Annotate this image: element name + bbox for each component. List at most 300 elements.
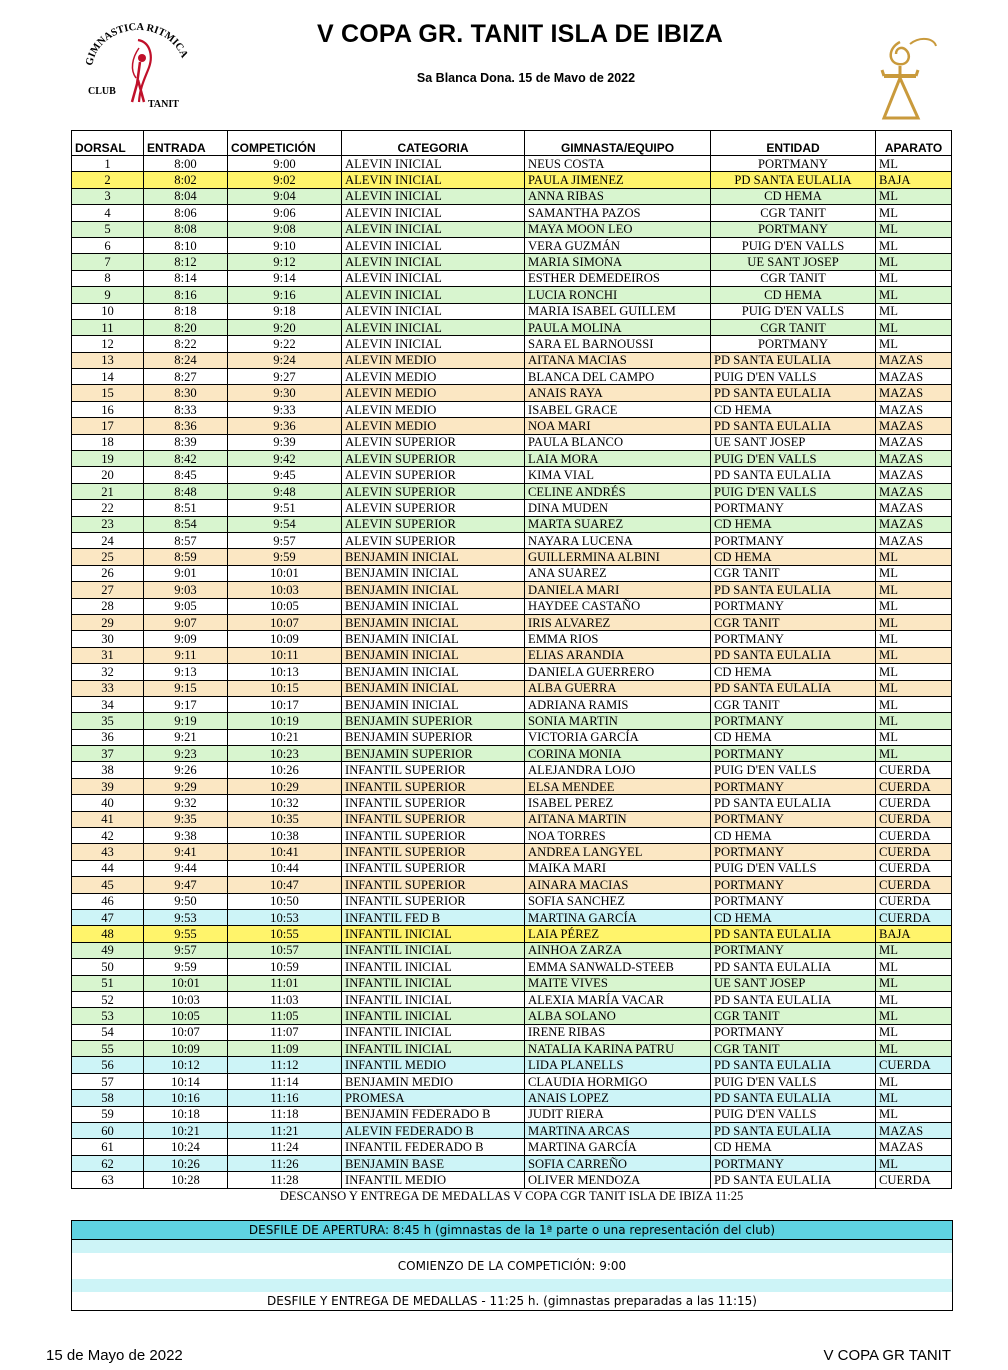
cell-entrada: 9:19 bbox=[144, 713, 228, 729]
cell-entrada: 9:35 bbox=[144, 811, 228, 827]
cell-gimnasta: NATALIA KARINA PATRU bbox=[525, 1041, 711, 1057]
cell-entrada: 9:03 bbox=[144, 582, 228, 598]
table-row bbox=[72, 926, 952, 942]
cell-dorsal: 57 bbox=[72, 1073, 144, 1089]
table-row bbox=[72, 451, 952, 467]
cell-gimnasta: SAMANTHA PAZOS bbox=[525, 205, 711, 221]
cell-gimnasta: LUCIA RONCHI bbox=[525, 287, 711, 303]
cell-dorsal: 53 bbox=[72, 1008, 144, 1024]
cell-dorsal: 20 bbox=[72, 467, 144, 483]
cell-dorsal: 10 bbox=[72, 303, 144, 319]
cell-aparato: ML bbox=[876, 647, 952, 663]
cell-competicion: 10:29 bbox=[228, 778, 342, 794]
cell-entrada: 9:01 bbox=[144, 565, 228, 581]
cell-dorsal: 52 bbox=[72, 991, 144, 1007]
cell-dorsal: 22 bbox=[72, 500, 144, 516]
cell-gimnasta: ELIAS ARANDIA bbox=[525, 647, 711, 663]
cell-categoria: INFANTIL INICIAL bbox=[342, 1041, 525, 1057]
cell-entrada: 8:27 bbox=[144, 369, 228, 385]
cell-aparato: ML bbox=[876, 1008, 952, 1024]
cell-gimnasta: VERA GUZMÁN bbox=[525, 237, 711, 253]
schedule-table bbox=[71, 130, 952, 1204]
cell-competicion: 9:27 bbox=[228, 369, 342, 385]
cell-entrada: 9:29 bbox=[144, 778, 228, 794]
cell-aparato: CUERDA bbox=[876, 778, 952, 794]
cell-aparato: CUERDA bbox=[876, 877, 952, 893]
cell-entidad: PORTMANY bbox=[711, 942, 876, 958]
cell-categoria: ALEVIN INICIAL bbox=[342, 156, 525, 172]
cell-entrada: 10:12 bbox=[144, 1057, 228, 1073]
cell-gimnasta: MARIA SIMONA bbox=[525, 254, 711, 270]
cell-entidad: CD HEMA bbox=[711, 401, 876, 417]
cell-dorsal: 33 bbox=[72, 680, 144, 696]
cell-categoria: INFANTIL INICIAL bbox=[342, 926, 525, 942]
cell-entidad: UE SANT JOSEP bbox=[711, 434, 876, 450]
cell-categoria: ALEVIN INICIAL bbox=[342, 188, 525, 204]
cell-categoria: ALEVIN MEDIO bbox=[342, 385, 525, 401]
table-row bbox=[72, 959, 952, 975]
cell-aparato: ML bbox=[876, 991, 952, 1007]
cell-dorsal: 5 bbox=[72, 221, 144, 237]
cell-aparato: ML bbox=[876, 336, 952, 352]
cell-aparato: CUERDA bbox=[876, 828, 952, 844]
cell-entidad: PUIG D'EN VALLS bbox=[711, 1073, 876, 1089]
table-row bbox=[72, 860, 952, 876]
table-row bbox=[72, 434, 952, 450]
cell-aparato: MAZAS bbox=[876, 451, 952, 467]
cell-categoria: ALEVIN INICIAL bbox=[342, 254, 525, 270]
cell-dorsal: 2 bbox=[72, 172, 144, 188]
cell-entrada: 8:24 bbox=[144, 352, 228, 368]
cell-categoria: INFANTIL SUPERIOR bbox=[342, 893, 525, 909]
col-gimnasta: GIMNASTA/EQUIPO bbox=[525, 131, 711, 156]
cell-categoria: INFANTIL FED B bbox=[342, 909, 525, 925]
table-row bbox=[72, 909, 952, 925]
cell-entidad: PUIG D'EN VALLS bbox=[711, 237, 876, 253]
cell-gimnasta: PAULA JIMENEZ bbox=[525, 172, 711, 188]
cell-entrada: 9:13 bbox=[144, 664, 228, 680]
cell-entidad: PD SANTA EULALIA bbox=[711, 959, 876, 975]
cell-gimnasta: MARTA SUAREZ bbox=[525, 516, 711, 532]
table-row bbox=[72, 1090, 952, 1106]
cell-dorsal: 51 bbox=[72, 975, 144, 991]
cell-gimnasta: MARIA ISABEL GUILLEM bbox=[525, 303, 711, 319]
cell-entrada: 10:21 bbox=[144, 1123, 228, 1139]
cell-entrada: 8:59 bbox=[144, 549, 228, 565]
cell-dorsal: 26 bbox=[72, 565, 144, 581]
cell-competicion: 9:22 bbox=[228, 336, 342, 352]
cell-entidad: CD HEMA bbox=[711, 549, 876, 565]
cell-dorsal: 54 bbox=[72, 1024, 144, 1040]
cell-entidad: PORTMANY bbox=[711, 598, 876, 614]
cell-competicion: 11:21 bbox=[228, 1123, 342, 1139]
table-row bbox=[72, 172, 952, 188]
cell-dorsal: 25 bbox=[72, 549, 144, 565]
table-row bbox=[72, 205, 952, 221]
cell-dorsal: 47 bbox=[72, 909, 144, 925]
cell-dorsal: 39 bbox=[72, 778, 144, 794]
cell-gimnasta: NEUS COSTA bbox=[525, 156, 711, 172]
cell-entrada: 9:09 bbox=[144, 631, 228, 647]
cell-aparato: ML bbox=[876, 1090, 952, 1106]
cell-entrada: 8:14 bbox=[144, 270, 228, 286]
cell-entrada: 9:57 bbox=[144, 942, 228, 958]
table-row bbox=[72, 828, 952, 844]
table-row bbox=[72, 1123, 952, 1139]
cell-entidad: PORTMANY bbox=[711, 746, 876, 762]
cell-entidad: PD SANTA EULALIA bbox=[711, 680, 876, 696]
cell-aparato: MAZAS bbox=[876, 500, 952, 516]
cell-entidad: PD SANTA EULALIA bbox=[711, 172, 876, 188]
cell-competicion: 10:07 bbox=[228, 614, 342, 630]
cell-competicion: 9:14 bbox=[228, 270, 342, 286]
cell-entidad: CD HEMA bbox=[711, 664, 876, 680]
cell-entidad: PUIG D'EN VALLS bbox=[711, 369, 876, 385]
cell-gimnasta: LAIA MORA bbox=[525, 451, 711, 467]
cell-dorsal: 46 bbox=[72, 893, 144, 909]
cell-gimnasta: ALBA SOLANO bbox=[525, 1008, 711, 1024]
cell-aparato: ML bbox=[876, 664, 952, 680]
cell-aparato: ML bbox=[876, 549, 952, 565]
cell-gimnasta: ADRIANA RAMIS bbox=[525, 696, 711, 712]
cell-dorsal: 38 bbox=[72, 762, 144, 778]
cell-entidad: CD HEMA bbox=[711, 1139, 876, 1155]
cell-entrada: 10:28 bbox=[144, 1172, 228, 1188]
cell-aparato: CUERDA bbox=[876, 795, 952, 811]
cell-entrada: 8:45 bbox=[144, 467, 228, 483]
cell-competicion: 10:19 bbox=[228, 713, 342, 729]
cell-categoria: BENJAMIN SUPERIOR bbox=[342, 729, 525, 745]
cell-gimnasta: ALEXIA MARÍA VACAR bbox=[525, 991, 711, 1007]
cell-categoria: INFANTIL MEDIO bbox=[342, 1057, 525, 1073]
cell-entrada: 9:47 bbox=[144, 877, 228, 893]
cell-gimnasta: IRIS ALVAREZ bbox=[525, 614, 711, 630]
cell-aparato: ML bbox=[876, 696, 952, 712]
cell-aparato: ML bbox=[876, 1041, 952, 1057]
cell-gimnasta: LAIA PÉREZ bbox=[525, 926, 711, 942]
cell-entidad: PUIG D'EN VALLS bbox=[711, 762, 876, 778]
cell-entrada: 10:07 bbox=[144, 1024, 228, 1040]
cell-categoria: INFANTIL INICIAL bbox=[342, 991, 525, 1007]
cell-dorsal: 12 bbox=[72, 336, 144, 352]
cell-categoria: INFANTIL SUPERIOR bbox=[342, 844, 525, 860]
cell-entidad: CGR TANIT bbox=[711, 1041, 876, 1057]
cell-dorsal: 29 bbox=[72, 614, 144, 630]
table-row bbox=[72, 991, 952, 1007]
cell-categoria: ALEVIN INICIAL bbox=[342, 303, 525, 319]
cell-competicion: 10:15 bbox=[228, 680, 342, 696]
table-row bbox=[72, 287, 952, 303]
cell-categoria: INFANTIL INICIAL bbox=[342, 1008, 525, 1024]
table-row bbox=[72, 385, 952, 401]
cell-aparato: MAZAS bbox=[876, 467, 952, 483]
cell-categoria: BENJAMIN INICIAL bbox=[342, 565, 525, 581]
table-row bbox=[72, 778, 952, 794]
cell-dorsal: 31 bbox=[72, 647, 144, 663]
cell-entidad: CD HEMA bbox=[711, 188, 876, 204]
cell-dorsal: 19 bbox=[72, 451, 144, 467]
cell-aparato: ML bbox=[876, 975, 952, 991]
cell-aparato: MAZAS bbox=[876, 1139, 952, 1155]
cell-dorsal: 13 bbox=[72, 352, 144, 368]
cell-competicion: 10:01 bbox=[228, 565, 342, 581]
cell-entidad: PD SANTA EULALIA bbox=[711, 1123, 876, 1139]
cell-categoria: INFANTIL INICIAL bbox=[342, 975, 525, 991]
cell-competicion: 9:30 bbox=[228, 385, 342, 401]
cell-entrada: 8:42 bbox=[144, 451, 228, 467]
cell-entrada: 10:14 bbox=[144, 1073, 228, 1089]
cell-aparato: ML bbox=[876, 942, 952, 958]
cell-dorsal: 55 bbox=[72, 1041, 144, 1057]
cell-dorsal: 14 bbox=[72, 369, 144, 385]
table-row bbox=[72, 369, 952, 385]
cell-gimnasta: AINHOA ZARZA bbox=[525, 942, 711, 958]
cell-dorsal: 44 bbox=[72, 860, 144, 876]
cell-competicion: 10:23 bbox=[228, 746, 342, 762]
table-row bbox=[72, 631, 952, 647]
cell-entidad: PORTMANY bbox=[711, 778, 876, 794]
info-spacer bbox=[72, 1240, 952, 1253]
col-competicion: COMPETICIÓN bbox=[228, 131, 342, 156]
cell-aparato: BAJA bbox=[876, 926, 952, 942]
table-row bbox=[72, 1024, 952, 1040]
cell-categoria: ALEVIN INICIAL bbox=[342, 205, 525, 221]
table-row bbox=[72, 1155, 952, 1171]
cell-aparato: ML bbox=[876, 598, 952, 614]
cell-competicion: 11:05 bbox=[228, 1008, 342, 1024]
cell-dorsal: 41 bbox=[72, 811, 144, 827]
cell-entrada: 10:05 bbox=[144, 1008, 228, 1024]
cell-entidad: PORTMANY bbox=[711, 1024, 876, 1040]
cell-competicion: 9:51 bbox=[228, 500, 342, 516]
cell-dorsal: 8 bbox=[72, 270, 144, 286]
cell-entrada: 8:51 bbox=[144, 500, 228, 516]
cell-competicion: 10:13 bbox=[228, 664, 342, 680]
table-row bbox=[72, 188, 952, 204]
cell-dorsal: 58 bbox=[72, 1090, 144, 1106]
cell-competicion: 9:12 bbox=[228, 254, 342, 270]
cell-gimnasta: BLANCA DEL CAMPO bbox=[525, 369, 711, 385]
cell-competicion: 9:45 bbox=[228, 467, 342, 483]
cell-gimnasta: NOA MARI bbox=[525, 418, 711, 434]
cell-competicion: 9:00 bbox=[228, 156, 342, 172]
cell-competicion: 10:32 bbox=[228, 795, 342, 811]
cell-categoria: BENJAMIN INICIAL bbox=[342, 631, 525, 647]
cell-aparato: ML bbox=[876, 680, 952, 696]
cell-entidad: PUIG D'EN VALLS bbox=[711, 451, 876, 467]
cell-gimnasta: JUDIT RIERA bbox=[525, 1106, 711, 1122]
cell-categoria: INFANTIL MEDIO bbox=[342, 1172, 525, 1188]
cell-aparato: CUERDA bbox=[876, 844, 952, 860]
cell-competicion: 11:18 bbox=[228, 1106, 342, 1122]
cell-dorsal: 4 bbox=[72, 205, 144, 221]
cell-dorsal: 7 bbox=[72, 254, 144, 270]
cell-dorsal: 28 bbox=[72, 598, 144, 614]
col-aparato: APARATO bbox=[876, 131, 952, 156]
cell-entrada: 8:57 bbox=[144, 532, 228, 548]
cell-gimnasta: MAYA MOON LEO bbox=[525, 221, 711, 237]
cell-entidad: CGR TANIT bbox=[711, 565, 876, 581]
cell-entidad: CD HEMA bbox=[711, 828, 876, 844]
cell-entrada: 10:01 bbox=[144, 975, 228, 991]
table-row bbox=[72, 483, 952, 499]
cell-aparato: ML bbox=[876, 565, 952, 581]
cell-dorsal: 27 bbox=[72, 582, 144, 598]
cell-categoria: ALEVIN INICIAL bbox=[342, 221, 525, 237]
cell-entrada: 8:48 bbox=[144, 483, 228, 499]
cell-gimnasta: AITANA MARTIN bbox=[525, 811, 711, 827]
cell-gimnasta: DINA MUDEN bbox=[525, 500, 711, 516]
cell-categoria: BENJAMIN INICIAL bbox=[342, 664, 525, 680]
cell-gimnasta: ISABEL GRACE bbox=[525, 401, 711, 417]
cell-gimnasta: PAULA BLANCO bbox=[525, 434, 711, 450]
table-row bbox=[72, 893, 952, 909]
cell-aparato: MAZAS bbox=[876, 516, 952, 532]
cell-entrada: 8:12 bbox=[144, 254, 228, 270]
cell-entrada: 8:02 bbox=[144, 172, 228, 188]
cell-aparato: MAZAS bbox=[876, 1123, 952, 1139]
cell-dorsal: 43 bbox=[72, 844, 144, 860]
cell-categoria: BENJAMIN INICIAL bbox=[342, 614, 525, 630]
cell-aparato: MAZAS bbox=[876, 401, 952, 417]
cell-aparato: ML bbox=[876, 287, 952, 303]
cell-entidad: PORTMANY bbox=[711, 631, 876, 647]
table-row bbox=[72, 254, 952, 270]
table-row bbox=[72, 877, 952, 893]
cell-aparato: ML bbox=[876, 188, 952, 204]
cell-gimnasta: MARTINA GARCÍA bbox=[525, 909, 711, 925]
cell-entrada: 8:33 bbox=[144, 401, 228, 417]
cell-entrada: 8:16 bbox=[144, 287, 228, 303]
cell-entidad: PORTMANY bbox=[711, 1155, 876, 1171]
cell-competicion: 10:50 bbox=[228, 893, 342, 909]
cell-entrada: 9:55 bbox=[144, 926, 228, 942]
cell-competicion: 9:16 bbox=[228, 287, 342, 303]
cell-competicion: 10:09 bbox=[228, 631, 342, 647]
cell-categoria: INFANTIL SUPERIOR bbox=[342, 811, 525, 827]
cell-categoria: BENJAMIN BASE bbox=[342, 1155, 525, 1171]
cell-aparato: ML bbox=[876, 303, 952, 319]
cell-competicion: 9:06 bbox=[228, 205, 342, 221]
cell-entidad: PUIG D'EN VALLS bbox=[711, 483, 876, 499]
cell-gimnasta: ALEJANDRA LOJO bbox=[525, 762, 711, 778]
cell-entrada: 10:18 bbox=[144, 1106, 228, 1122]
opening-parade-text: DESFILE DE APERTURA: 8:45 h (gimnastas de la 1ª parte o una representación del club) bbox=[72, 1221, 952, 1240]
page-title: V COPA GR. TANIT ISLA DE IBIZA bbox=[317, 20, 723, 48]
cell-categoria: INFANTIL INICIAL bbox=[342, 1024, 525, 1040]
logo-arc-text: GIMNASTICA RITMICA bbox=[84, 21, 190, 67]
cell-aparato: MAZAS bbox=[876, 418, 952, 434]
cell-competicion: 10:47 bbox=[228, 877, 342, 893]
cell-competicion: 10:17 bbox=[228, 696, 342, 712]
cell-gimnasta: NOA TORRES bbox=[525, 828, 711, 844]
cell-aparato: ML bbox=[876, 1106, 952, 1122]
cell-categoria: ALEVIN SUPERIOR bbox=[342, 451, 525, 467]
cell-entrada: 8:04 bbox=[144, 188, 228, 204]
cell-competicion: 9:39 bbox=[228, 434, 342, 450]
table-row bbox=[72, 614, 952, 630]
cell-entrada: 9:53 bbox=[144, 909, 228, 925]
cell-aparato: MAZAS bbox=[876, 434, 952, 450]
cell-entrada: 8:00 bbox=[144, 156, 228, 172]
cell-aparato: ML bbox=[876, 1073, 952, 1089]
cell-gimnasta: LIDA PLANELLS bbox=[525, 1057, 711, 1073]
cell-aparato: ML bbox=[876, 614, 952, 630]
cell-entidad: PORTMANY bbox=[711, 844, 876, 860]
cell-competicion: 10:11 bbox=[228, 647, 342, 663]
cell-aparato: MAZAS bbox=[876, 369, 952, 385]
cell-competicion: 11:09 bbox=[228, 1041, 342, 1057]
cell-aparato: CUERDA bbox=[876, 1172, 952, 1188]
cell-gimnasta: PAULA MOLINA bbox=[525, 319, 711, 335]
cell-entidad: CGR TANIT bbox=[711, 1008, 876, 1024]
cell-gimnasta: IRENE RIBAS bbox=[525, 1024, 711, 1040]
cell-gimnasta: MAIKA MARI bbox=[525, 860, 711, 876]
cell-entrada: 9:05 bbox=[144, 598, 228, 614]
cell-entidad: PORTMANY bbox=[711, 156, 876, 172]
table-row bbox=[72, 319, 952, 335]
table-row bbox=[72, 795, 952, 811]
cell-gimnasta: VICTORIA GARCÍA bbox=[525, 729, 711, 745]
cell-entidad: PD SANTA EULALIA bbox=[711, 647, 876, 663]
cell-competicion: 10:35 bbox=[228, 811, 342, 827]
cell-categoria: ALEVIN MEDIO bbox=[342, 369, 525, 385]
cell-entrada: 8:39 bbox=[144, 434, 228, 450]
cell-entrada: 8:30 bbox=[144, 385, 228, 401]
cell-categoria: INFANTIL SUPERIOR bbox=[342, 762, 525, 778]
cell-entidad: PORTMANY bbox=[711, 877, 876, 893]
cell-entrada: 10:16 bbox=[144, 1090, 228, 1106]
cell-categoria: BENJAMIN FEDERADO B bbox=[342, 1106, 525, 1122]
table-row bbox=[72, 467, 952, 483]
cell-entrada: 10:26 bbox=[144, 1155, 228, 1171]
cell-aparato: ML bbox=[876, 631, 952, 647]
cell-categoria: INFANTIL INICIAL bbox=[342, 942, 525, 958]
cell-categoria: ALEVIN SUPERIOR bbox=[342, 532, 525, 548]
cell-dorsal: 15 bbox=[72, 385, 144, 401]
cell-dorsal: 17 bbox=[72, 418, 144, 434]
cell-entrada: 10:09 bbox=[144, 1041, 228, 1057]
cell-aparato: ML bbox=[876, 156, 952, 172]
info-spacer bbox=[72, 1279, 952, 1292]
cell-aparato: CUERDA bbox=[876, 1057, 952, 1073]
table-row bbox=[72, 401, 952, 417]
cell-entrada: 9:26 bbox=[144, 762, 228, 778]
cell-aparato: ML bbox=[876, 205, 952, 221]
cell-dorsal: 59 bbox=[72, 1106, 144, 1122]
cell-aparato: ML bbox=[876, 1024, 952, 1040]
cell-gimnasta: AITANA MACIAS bbox=[525, 352, 711, 368]
table-row bbox=[72, 680, 952, 696]
cell-entidad: CD HEMA bbox=[711, 516, 876, 532]
cell-entidad: CD HEMA bbox=[711, 729, 876, 745]
cell-competicion: 11:16 bbox=[228, 1090, 342, 1106]
cell-aparato: ML bbox=[876, 254, 952, 270]
table-row bbox=[72, 713, 952, 729]
cell-dorsal: 49 bbox=[72, 942, 144, 958]
cell-categoria: ALEVIN INICIAL bbox=[342, 172, 525, 188]
cell-competicion: 9:04 bbox=[228, 188, 342, 204]
cell-aparato: CUERDA bbox=[876, 762, 952, 778]
logo-club-text: CLUB bbox=[88, 86, 116, 97]
cell-gimnasta: DANIELA MARI bbox=[525, 582, 711, 598]
cell-entrada: 9:44 bbox=[144, 860, 228, 876]
cell-entidad: PD SANTA EULALIA bbox=[711, 991, 876, 1007]
cell-aparato: MAZAS bbox=[876, 352, 952, 368]
cell-entidad: CGR TANIT bbox=[711, 696, 876, 712]
cell-dorsal: 9 bbox=[72, 287, 144, 303]
cell-gimnasta: ANNA RIBAS bbox=[525, 188, 711, 204]
